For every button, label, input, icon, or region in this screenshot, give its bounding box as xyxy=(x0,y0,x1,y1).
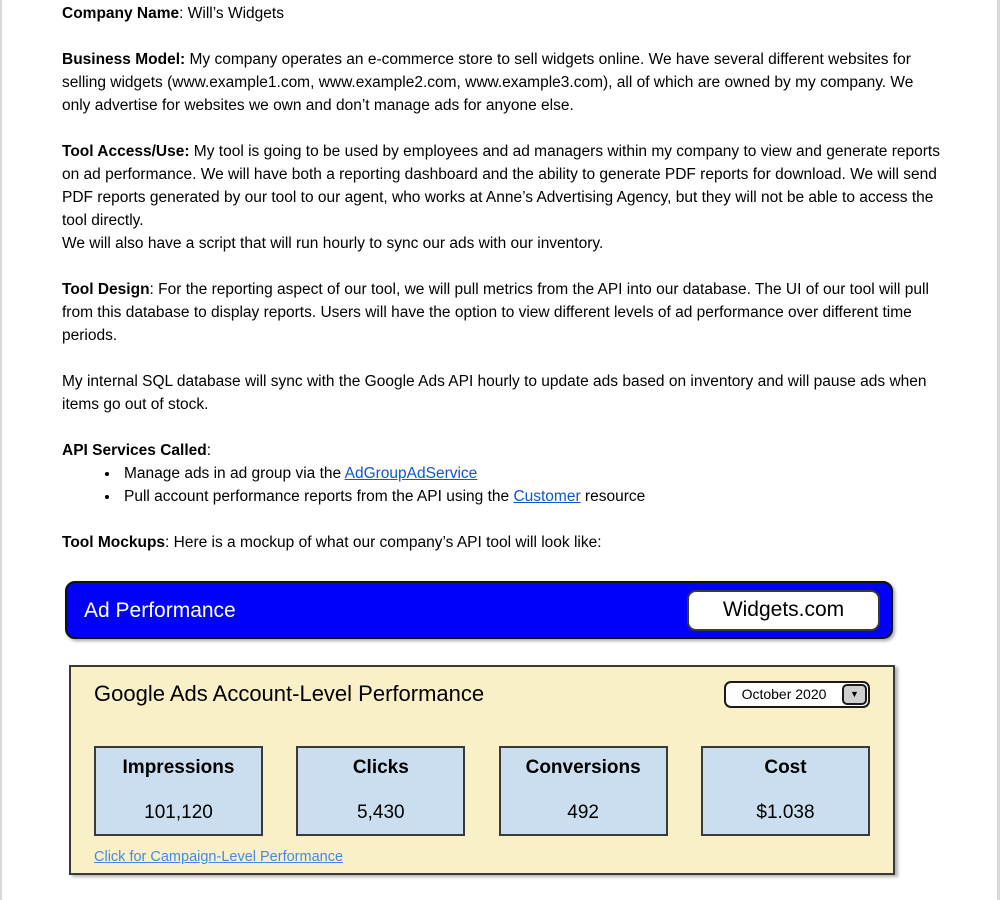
panel-title: Google Ads Account-Level Performance xyxy=(94,681,485,706)
adgroupadservice-link[interactable]: AdGroupAdService xyxy=(344,465,478,482)
tool-design-label: Tool Design xyxy=(62,281,150,298)
metric-label: Conversions xyxy=(525,757,641,778)
tool-access-line2: We will also have a script that will run hourly to sync our ads with our inventory. xyxy=(62,235,604,252)
mockup-header-title: Ad Performance xyxy=(84,598,236,622)
campaign-level-link[interactable]: Click for Campaign-Level Performance xyxy=(94,849,344,865)
bullet2-post: resource xyxy=(580,488,646,505)
company-name-value: : Will’s Widgets xyxy=(179,5,284,22)
metric-value: 5,430 xyxy=(357,802,405,823)
chevron-down-icon: ▼ xyxy=(850,688,859,699)
bullet2-pre: Pull account performance reports from the API using the xyxy=(124,488,514,505)
metric-value: $1.038 xyxy=(756,802,815,823)
list-item-adgroupadservice xyxy=(120,462,942,485)
tool-access-text: My tool is going to be used by employees and ad managers within my company to view and generate reports on ad performance. We will have both a reporting dashboard and the ability to generate PDF reports for download. We will send PDF reports generated by our tool to our agent, who works at Anne’s Advertising Agency, but they will not be able to access the tool directly. xyxy=(62,143,940,229)
sql-sync-text: My internal SQL database will sync with the Google Ads API hourly to update ads based on inventory and will pause ads when items go out of stock. xyxy=(62,373,927,413)
metric-cards-row xyxy=(94,746,870,836)
mockup-header-bar xyxy=(65,581,893,639)
business-model-text: My company operates an e-commerce store to sell widgets online. We have several different websites for selling widgets (www.example1.com, www.example2.com, www.example3.com), all of which are owned by my company. We only advertise for websites we own and don’t manage ads for anyone else. xyxy=(62,51,914,114)
metric-card-impressions xyxy=(94,746,263,836)
company-name-label: Company Name xyxy=(62,5,180,22)
tool-access-paragraph xyxy=(62,140,942,255)
panel-header-row xyxy=(94,679,870,709)
metric-label: Impressions xyxy=(122,757,235,778)
metric-label: Clicks xyxy=(352,757,409,778)
list-item-customer xyxy=(120,485,942,508)
business-model-label: Business Model: xyxy=(62,51,186,68)
performance-panel xyxy=(69,665,895,875)
period-dropdown[interactable] xyxy=(724,681,870,708)
tool-mockups-label: Tool Mockups xyxy=(62,534,166,551)
api-services-list xyxy=(62,462,942,508)
customer-link[interactable]: Customer xyxy=(513,488,581,505)
tool-mockups-line xyxy=(62,531,942,554)
bullet1-pre: Manage ads in ad group via the xyxy=(124,465,345,482)
tool-design-paragraph xyxy=(62,278,942,347)
metric-value: 101,120 xyxy=(144,802,213,823)
api-services-heading xyxy=(62,439,942,462)
metric-label: Cost xyxy=(764,757,807,778)
metric-card-conversions xyxy=(499,746,668,836)
metric-value: 492 xyxy=(567,802,599,823)
tool-access-label: Tool Access/Use: xyxy=(62,143,190,160)
company-name-line xyxy=(62,2,942,25)
period-dropdown-value: October 2020 xyxy=(741,686,827,702)
business-model-paragraph xyxy=(62,48,942,117)
metric-card-clicks xyxy=(296,746,465,836)
tool-mockups-text: : Here is a mockup of what our company’s API tool will look like: xyxy=(165,534,602,551)
metric-card-cost xyxy=(701,746,870,836)
api-services-label: API Services Called xyxy=(62,442,207,459)
api-services-colon: : xyxy=(206,442,212,459)
widgets-site-button[interactable]: Widgets.com xyxy=(687,590,880,631)
dropdown-arrow-button[interactable] xyxy=(842,684,867,705)
tool-design-text: : For the reporting aspect of our tool, we will pull metrics from the API into our database. The UI of our tool will pull from this database to display reports. Users will have the option to view different levels of ad performance over different time periods. xyxy=(62,281,929,344)
sql-sync-paragraph xyxy=(62,370,942,416)
